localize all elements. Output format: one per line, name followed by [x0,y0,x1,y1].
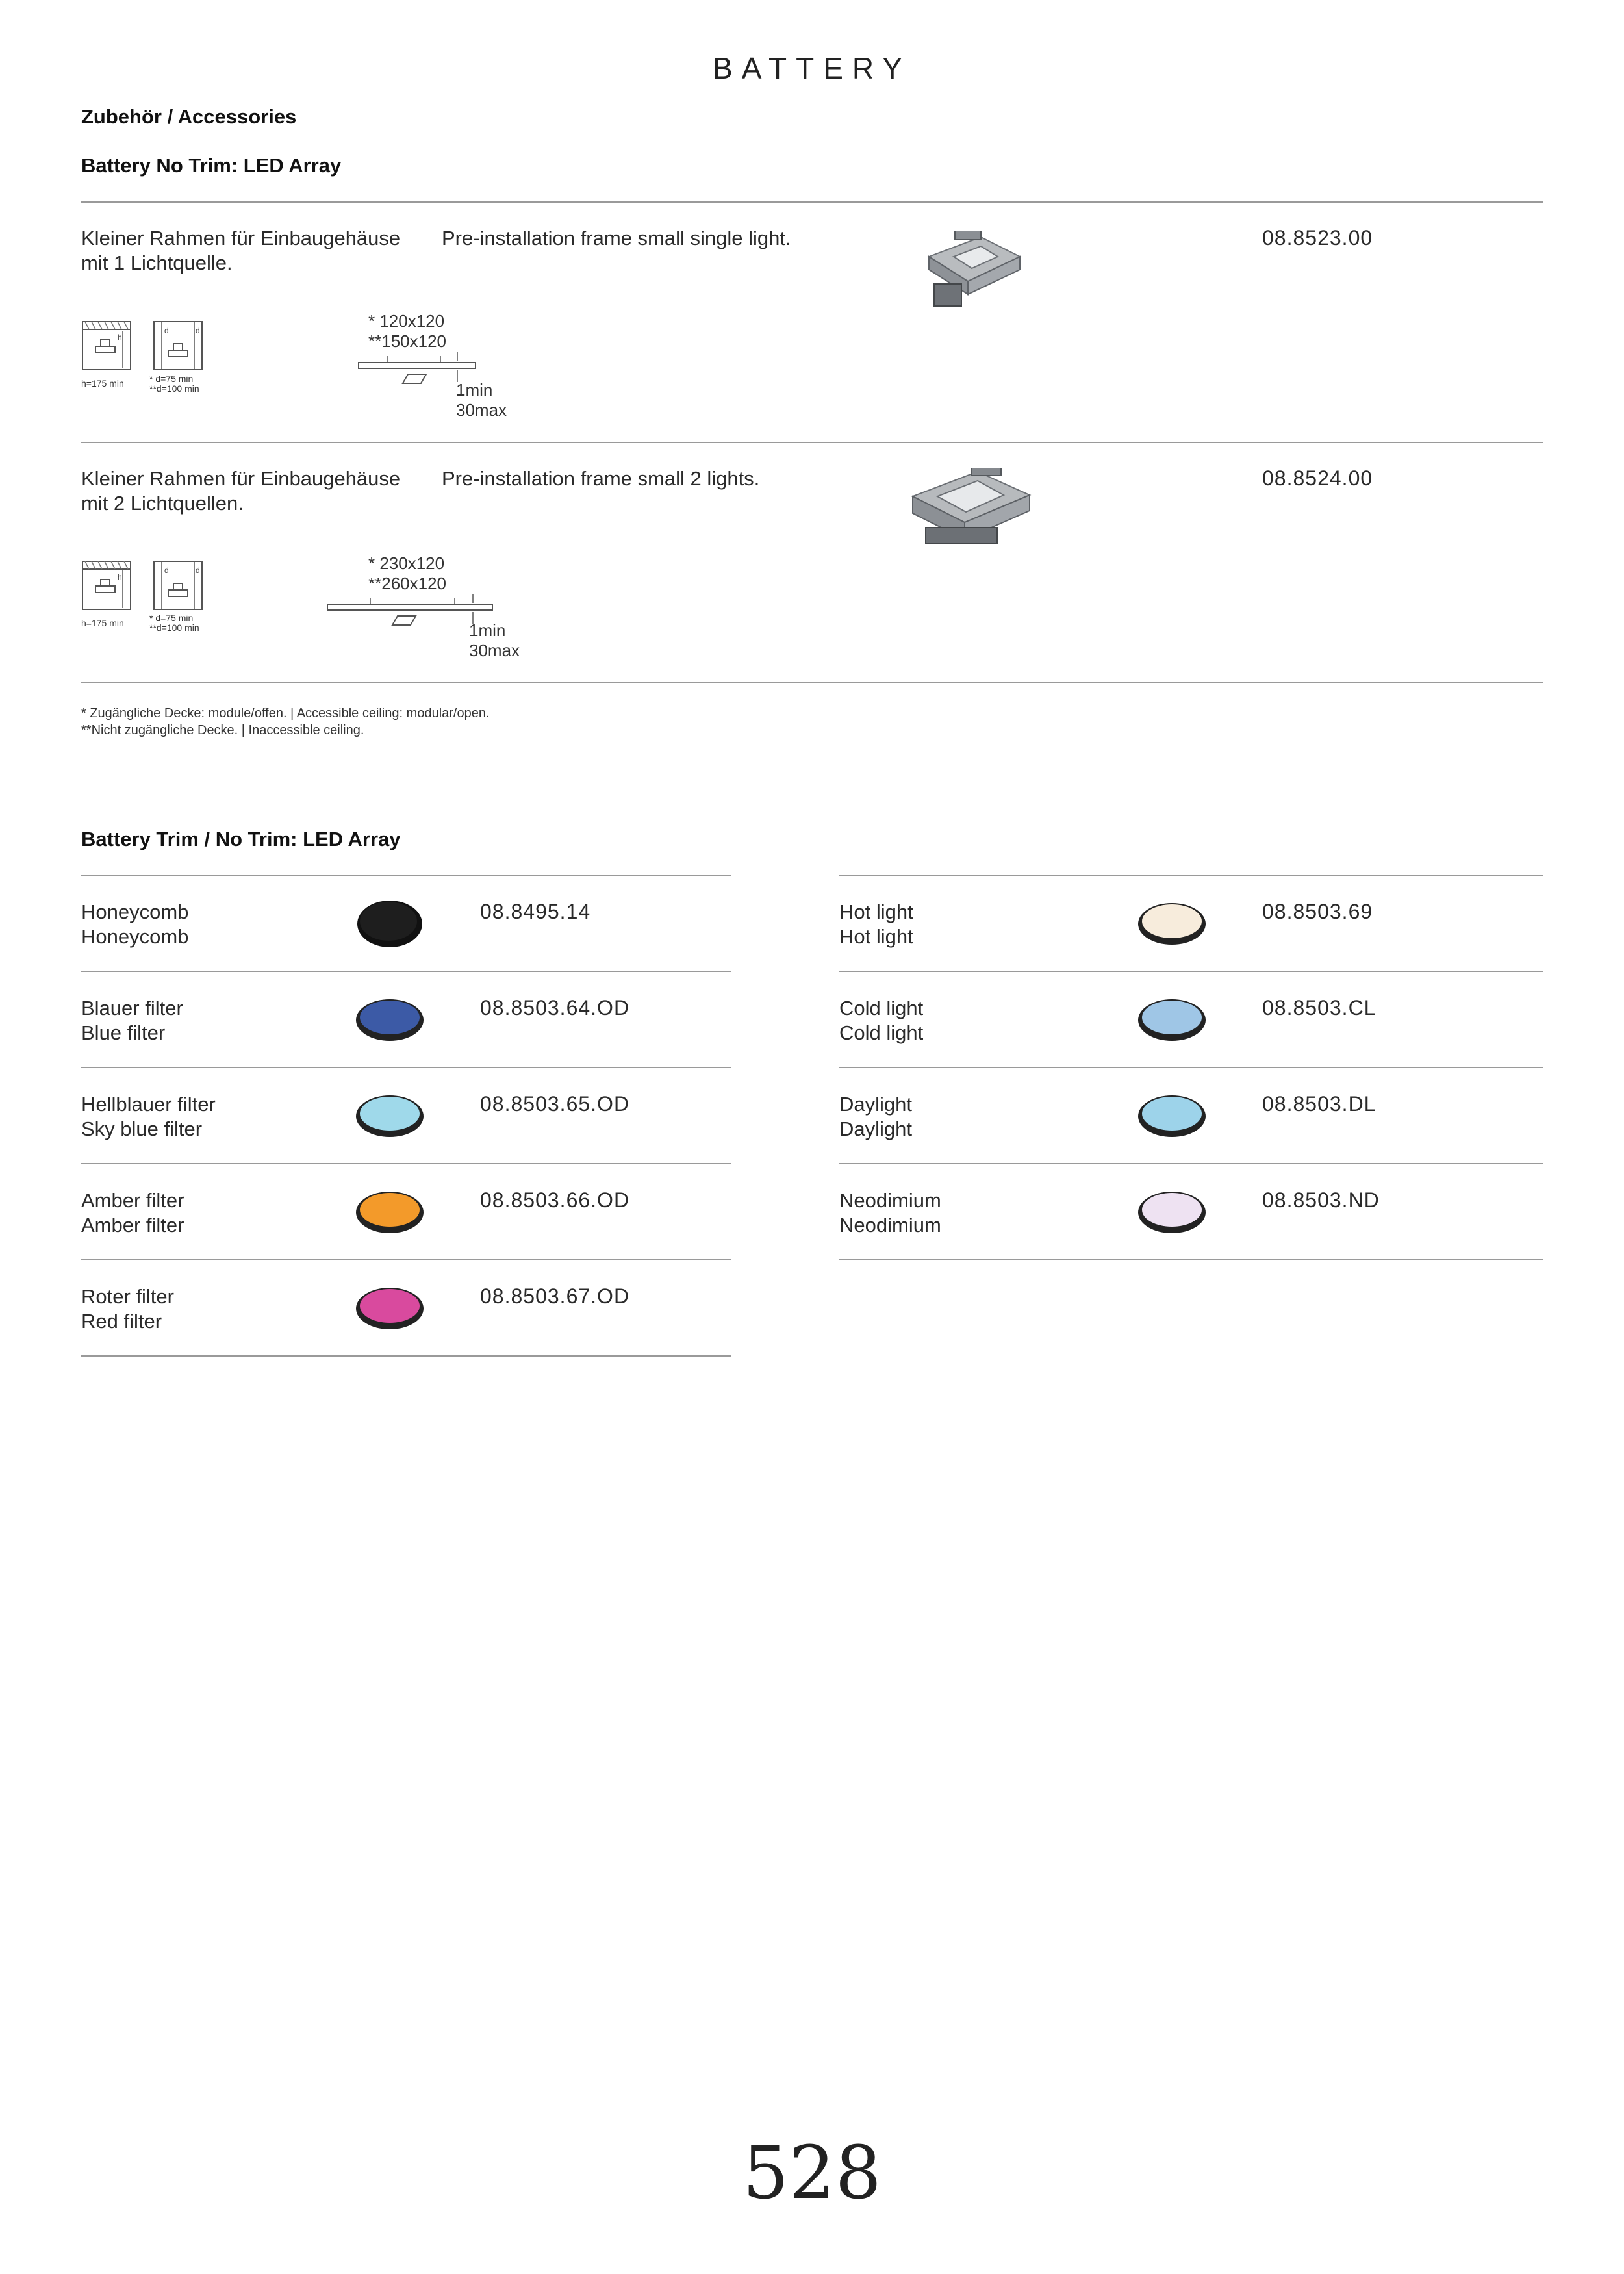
row2-ceiling-thickness: 1min 30max [469,620,520,660]
divider [81,682,1543,683]
right-item2-name-en: Cold light [839,1021,924,1044]
divider [81,1355,731,1357]
left-item4-name-de: Amber filter [81,1189,184,1212]
ceiling-height-diagram [81,320,133,372]
right-item3-name-en: Daylight [839,1118,912,1140]
amber-filter-image [355,1188,425,1234]
red-filter-image [355,1284,425,1331]
row1-d-labels: * d=75 min **d=100 min [149,374,199,394]
svg-text:d: d [164,566,169,575]
honeycomb-filter-image [356,898,424,949]
svg-text:d: d [196,326,200,335]
row1-description-de: Kleiner Rahmen für Einbaugehäuse mit 1 Lichtquelle. [81,227,401,274]
section-heading-accessories: Zubehör / Accessories [81,105,297,128]
left-item1-code: 08.8495.14 [480,900,591,923]
row1-article-code: 08.8523.00 [1262,226,1373,249]
daylight-filter-image [1137,1092,1207,1138]
right-item2-code: 08.8503.CL [1262,996,1377,1019]
row2-h-label: h=175 min [81,618,124,628]
right-item3-code: 08.8503.DL [1262,1092,1377,1116]
divider [81,1067,731,1068]
ceiling-depth-diagram [153,560,205,612]
row2-description-en: Pre-installation frame small 2 lights. [442,467,760,490]
frame-double-product-image [906,468,1036,559]
row1-cutout-dimensions: * 120x120 **150x120 [368,311,446,351]
left-item5-name-de: Roter filter [81,1285,174,1308]
divider [81,1163,731,1164]
left-item2-code: 08.8503.64.OD [480,996,630,1019]
hot-light-filter-image [1137,899,1207,946]
footnote-inaccessible-ceiling: **Nicht zugängliche Decke. | Inaccessible ceiling. [81,723,364,737]
row2-d-labels: * d=75 min **d=100 min [149,613,199,633]
left-item2-name-de: Blauer filter [81,997,183,1019]
page-number: 528 [742,2131,882,2216]
left-item5-code: 08.8503.67.OD [480,1284,630,1308]
divider [839,1163,1543,1164]
neodimium-filter-image [1137,1188,1207,1234]
left-item1-name-de: Honeycomb [81,901,189,923]
page-title: BATTERY [713,51,911,85]
section-subheading-no-trim: Battery No Trim: LED Array [81,154,342,177]
right-item4-name-en: Neodimium [839,1214,941,1236]
right-item1-code: 08.8503.69 [1262,900,1373,923]
left-item3-code: 08.8503.65.OD [480,1092,630,1116]
divider [81,875,731,876]
row1-ceiling-thickness: 1min 30max [456,380,507,420]
svg-text:d: d [164,326,169,335]
blue-filter-image [355,995,425,1042]
divider [81,442,1543,443]
right-item4-name-de: Neodimium [839,1189,941,1212]
section-heading-trim: Battery Trim / No Trim: LED Array [81,828,401,850]
svg-text:h: h [118,333,122,342]
right-item2-name-de: Cold light [839,997,924,1019]
right-item4-code: 08.8503.ND [1262,1188,1380,1212]
row2-cutout-dimensions: * 230x120 **260x120 [368,554,446,593]
divider [839,1067,1543,1068]
footnote-accessible-ceiling: * Zugängliche Decke: module/offen. | Accessible ceiling: modular/open. [81,706,490,721]
right-item1-name-de: Hot light [839,901,913,923]
left-item2-name-en: Blue filter [81,1021,166,1044]
row1-description-en: Pre-installation frame small single light. [442,227,791,249]
sky-blue-filter-image [355,1092,425,1138]
frame-single-product-image [916,231,1026,318]
left-item4-code: 08.8503.66.OD [480,1188,630,1212]
row2-article-code: 08.8524.00 [1262,466,1373,490]
filter-swatch [360,1001,420,1034]
left-item3-name-en: Sky blue filter [81,1118,203,1140]
row1-h-label: h=175 min [81,378,124,389]
divider [839,875,1543,876]
divider [81,971,731,972]
cold-light-filter-image [1137,995,1207,1042]
ceiling-height-diagram [81,560,133,612]
right-item1-name-en: Hot light [839,925,913,948]
right-item3-name-de: Daylight [839,1093,912,1116]
divider [81,1259,731,1260]
divider [839,971,1543,972]
divider [81,201,1543,203]
ceiling-depth-diagram [153,320,205,372]
svg-text:d: d [196,566,200,575]
left-item4-name-en: Amber filter [81,1214,184,1236]
left-item3-name-de: Hellblauer filter [81,1093,216,1116]
left-item1-name-en: Honeycomb [81,925,189,948]
row2-description-de: Kleiner Rahmen für Einbaugehäuse mit 2 Lichtquellen. [81,467,401,515]
left-item5-name-en: Red filter [81,1310,162,1333]
divider [839,1259,1543,1260]
svg-text:h: h [118,572,122,581]
